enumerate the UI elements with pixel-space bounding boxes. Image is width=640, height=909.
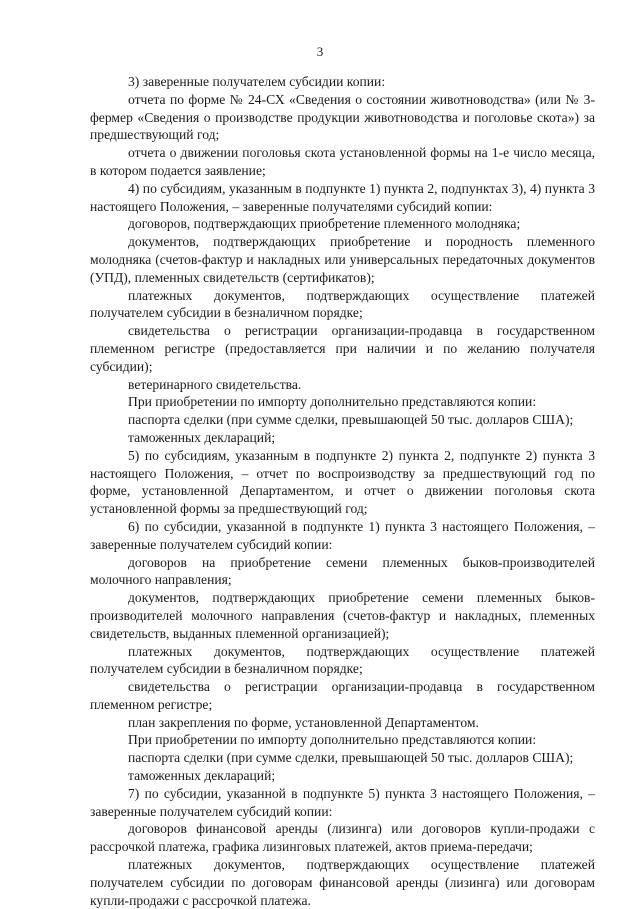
- paragraph: документов, подтверждающих приобретение семени племенных быков-производителей молочного направления (счетов-фактур и накладных, племенных свидетельств, выданных племенной организацией);: [90, 590, 595, 641]
- paragraph: ветеринарного свидетельства.: [128, 376, 302, 392]
- paragraph: договоров, подтверждающих приобретение племенного молодняка;: [128, 216, 521, 232]
- paragraph: При приобретении по импорту дополнительно представляются копии:: [128, 732, 537, 748]
- paragraph: платежных документов, подтверждающих осуществление платежей получателем субсидии по договорам финансовой аренды (лизинга) или договорам купли-продажи с рассрочкой платежа.: [90, 857, 595, 908]
- paragraph: документов, подтверждающих приобретение и породность племенного молодняка (счетов-фактур и накладных или универсальных передаточных документов (УПД), племенных свидетельств (сертификатов);: [90, 234, 595, 285]
- paragraph: договоров финансовой аренды (лизинга) или договоров купли-продажи с рассрочкой платежа, графика лизинговых платежей, актов приема-передачи;: [90, 821, 595, 855]
- paragraph: паспорта сделки (при сумме сделки, превышающей 50 тыс. долларов США);: [128, 750, 574, 766]
- document-body: [90, 73, 595, 909]
- paragraph: план закрепления по форме, установленной Департаментом.: [128, 714, 479, 730]
- paragraph: таможенных деклараций;: [128, 768, 276, 784]
- paragraph: При приобретении по импорту дополнительно представляются копии:: [128, 394, 537, 410]
- paragraph: 5) по субсидиям, указанным в подпункте 2) пункта 2, подпункте 2) пункта 3 настоящего Положения, – отчет по воспроизводству за предшествующий год по форме, установленной Департаментом, и отчет о движении поголовья скота установленной формы за предшествующий год;: [90, 447, 595, 517]
- paragraph: 6) по субсидии, указанной в подпункте 1) пункта 3 настоящего Положения, – заверенные получателем субсидий копии:: [90, 518, 595, 552]
- paragraph: платежных документов, подтверждающих осуществление платежей получателем субсидии в безналичном порядке;: [90, 287, 595, 321]
- paragraph: таможенных деклараций;: [128, 429, 276, 445]
- paragraph: договоров на приобретение семени племенных быков-производителей молочного направления;: [90, 554, 595, 588]
- paragraph: 4) по субсидиям, указанным в подпункте 1) пункта 2, подпунктах 3), 4) пункта 3 настоящего Положения, – заверенные получателями субсидий копии:: [90, 180, 595, 214]
- paragraph: отчета о движении поголовья скота установленной формы на 1-е число месяца, в котором подается заявление;: [90, 145, 595, 178]
- paragraph: свидетельства о регистрации организации-продавца в государственном племенном регистре;: [90, 679, 595, 712]
- page-number: 3: [316, 44, 324, 59]
- paragraph: свидетельства о регистрации организации-продавца в государственном племенном регистре (предоставляется при наличии и по желанию получателя субсидии);: [90, 323, 595, 374]
- paragraph: платежных документов, подтверждающих осуществление платежей получателем субсидии в безналичном порядке;: [90, 643, 595, 677]
- paragraph: отчета по форме № 24-СХ «Сведения о состоянии животноводства» (или № 3-фермер «Сведения о производстве продукции животноводства и поголовье скота») за предшествующий год;: [90, 91, 595, 143]
- paragraph: 7) по субсидии, указанной в подпункте 5) пункта 3 настоящего Положения, – заверенные получателем субсидий копии:: [90, 785, 595, 819]
- paragraph: паспорта сделки (при сумме сделки, превышающей 50 тыс. долларов США);: [128, 412, 574, 428]
- paragraph: 3) заверенные получателем субсидии копии:: [128, 74, 386, 89]
